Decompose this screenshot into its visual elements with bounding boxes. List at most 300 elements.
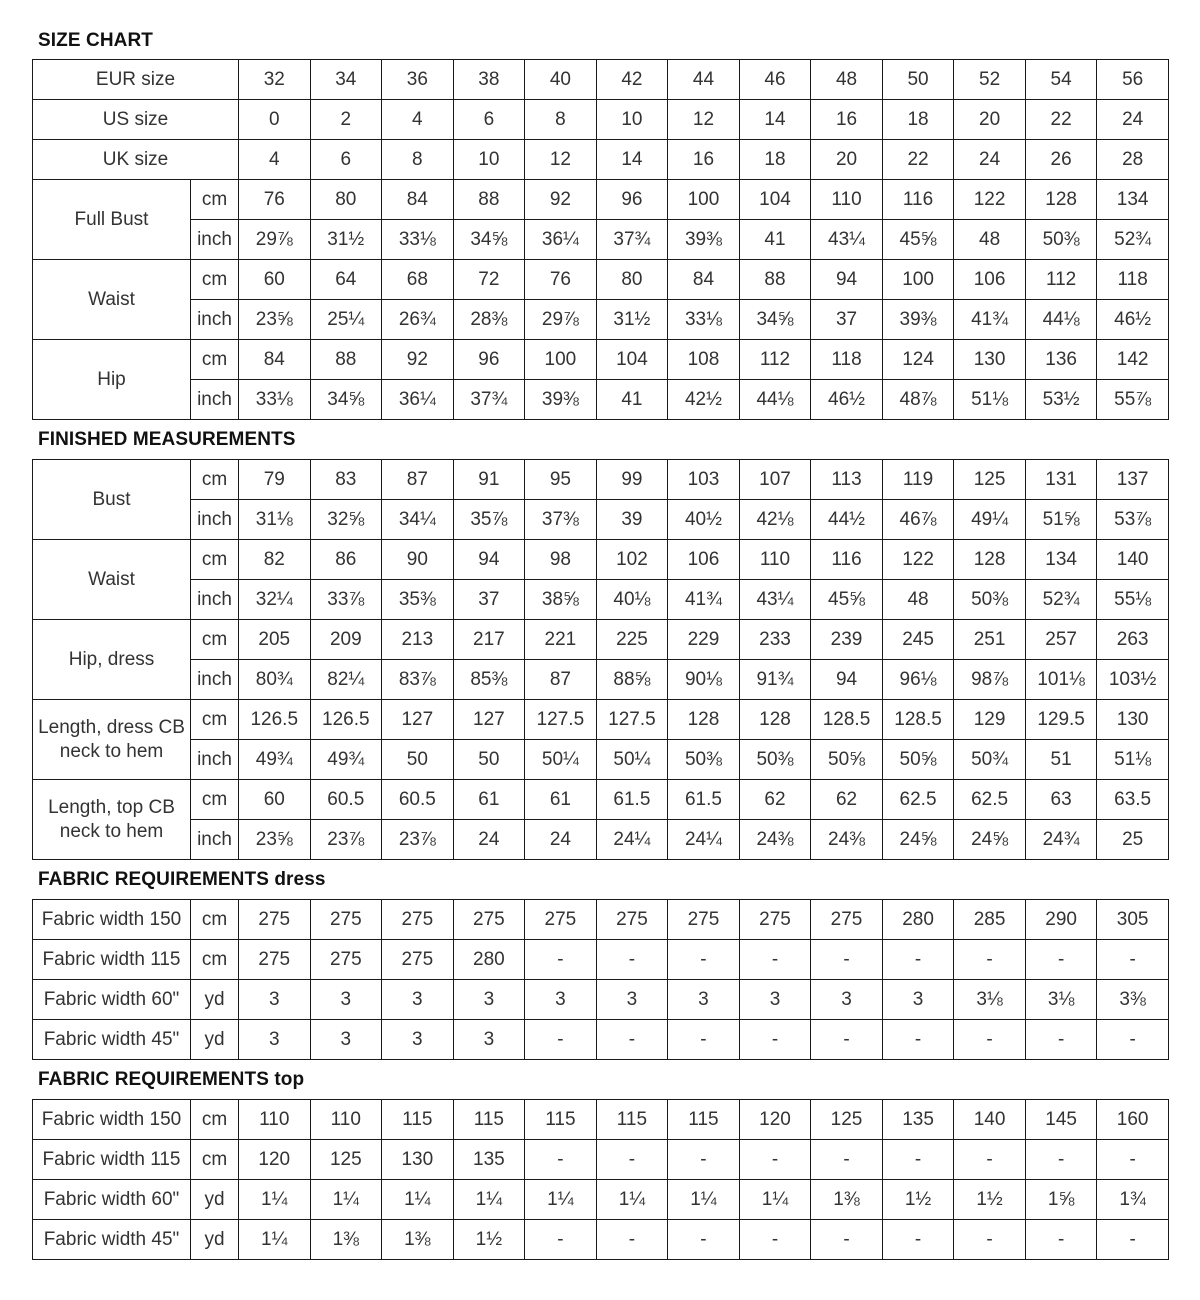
fabric-amount-cell: 275 <box>596 900 668 940</box>
fabric-amount-cell: - <box>525 1020 597 1060</box>
size-value-cell: 4 <box>382 100 454 140</box>
measurement-label: Full Bust <box>33 180 191 260</box>
unit-label: cm <box>191 900 239 940</box>
size-value-cell: 50 <box>882 60 954 100</box>
fabric-amount-cell: 305 <box>1097 900 1169 940</box>
measurement-cell: 33⅛ <box>382 220 454 260</box>
measurement-cell: 118 <box>1097 260 1169 300</box>
measurement-label: Waist <box>33 260 191 340</box>
finished-cell: 46⅞ <box>882 500 954 540</box>
measurement-cell: 112 <box>1025 260 1097 300</box>
finished-cell: 113 <box>811 460 883 500</box>
size-value-cell: 46 <box>739 60 811 100</box>
finished-cell: 87 <box>525 660 597 700</box>
measurement-cell: 34⅝ <box>310 380 382 420</box>
measurement-cell: 88 <box>310 340 382 380</box>
finished-cell: 40⅛ <box>596 580 668 620</box>
measurement-row <box>33 380 1169 420</box>
fabric-amount-cell: 1¼ <box>668 1180 740 1220</box>
finished-cell: 35⅞ <box>453 500 525 540</box>
fabric-amount-cell: - <box>811 1140 883 1180</box>
measurement-cell: 92 <box>525 180 597 220</box>
measurement-cell: 43¼ <box>811 220 883 260</box>
finished-row <box>33 820 1169 860</box>
unit-label: inch <box>191 380 239 420</box>
finished-cell: 63 <box>1025 780 1097 820</box>
finished-cell: 217 <box>453 620 525 660</box>
finished-row <box>33 460 1169 500</box>
fabric-amount-cell: - <box>739 940 811 980</box>
unit-label: inch <box>191 740 239 780</box>
finished-cell: 49¼ <box>954 500 1026 540</box>
measurement-cell: 118 <box>811 340 883 380</box>
fabric-amount-cell: 130 <box>382 1140 454 1180</box>
finished-cell: 130 <box>1097 700 1169 740</box>
size-value-cell: 56 <box>1097 60 1169 100</box>
measurement-cell: 39⅜ <box>525 380 597 420</box>
fabric-amount-cell: 3 <box>310 980 382 1020</box>
fabric-amount-cell: - <box>1025 940 1097 980</box>
finished-cell: 90⅛ <box>668 660 740 700</box>
fabric-amount-cell: 275 <box>382 940 454 980</box>
fabric-row <box>33 1020 1169 1060</box>
fabric-amount-cell: 3 <box>882 980 954 1020</box>
size-value-cell: 2 <box>310 100 382 140</box>
finished-cell: 24¾ <box>1025 820 1097 860</box>
unit-label: cm <box>191 260 239 300</box>
finished-cell: 34¼ <box>382 500 454 540</box>
fabric-amount-cell: - <box>1097 940 1169 980</box>
finished-cell: 51 <box>1025 740 1097 780</box>
measurement-cell: 41 <box>739 220 811 260</box>
fabric-amount-cell: 275 <box>310 940 382 980</box>
finished-cell: 134 <box>1025 540 1097 580</box>
finished-cell: 101⅛ <box>1025 660 1097 700</box>
finished-cell: 128 <box>954 540 1026 580</box>
measurement-cell: 76 <box>239 180 311 220</box>
size-value-cell: 24 <box>1097 100 1169 140</box>
size-system-label: EUR size <box>33 60 239 100</box>
fabric-amount-cell: 1⅜ <box>310 1220 382 1260</box>
finished-cell: 257 <box>1025 620 1097 660</box>
fabric-amount-cell: - <box>596 1020 668 1060</box>
fabric-amount-cell: 120 <box>239 1140 311 1180</box>
fabric-amount-cell: - <box>596 1140 668 1180</box>
finished-cell: 38⅝ <box>525 580 597 620</box>
finished-cell: 229 <box>668 620 740 660</box>
fabric-amount-cell: 115 <box>668 1100 740 1140</box>
finished-cell: 23⅞ <box>382 820 454 860</box>
finished-cell: 239 <box>811 620 883 660</box>
finished-cell: 50⅝ <box>811 740 883 780</box>
fabric-row <box>33 900 1169 940</box>
measurement-cell: 128 <box>1025 180 1097 220</box>
measurement-cell: 36¼ <box>525 220 597 260</box>
finished-cell: 42⅛ <box>739 500 811 540</box>
fabric-width-label: Fabric width 45" <box>33 1020 191 1060</box>
finished-cell: 83⅞ <box>382 660 454 700</box>
unit-label: cm <box>191 540 239 580</box>
unit-label: inch <box>191 820 239 860</box>
fabric-amount-cell: - <box>954 1020 1026 1060</box>
size-header-row <box>33 100 1169 140</box>
fabric-amount-cell: - <box>1025 1020 1097 1060</box>
measurement-cell: 29⅞ <box>239 220 311 260</box>
finished-cell: 88⅝ <box>596 660 668 700</box>
finished-cell: 82 <box>239 540 311 580</box>
finished-cell: 24⅜ <box>739 820 811 860</box>
unit-label: cm <box>191 1140 239 1180</box>
fabric-amount-cell: 1¼ <box>310 1180 382 1220</box>
fabric-amount-cell: - <box>525 940 597 980</box>
finished-cell: 86 <box>310 540 382 580</box>
fabric-amount-cell: 3 <box>382 1020 454 1060</box>
finished-cell: 50⅜ <box>954 580 1026 620</box>
finished-cell: 31⅛ <box>239 500 311 540</box>
measurement-cell: 88 <box>739 260 811 300</box>
measurement-cell: 92 <box>382 340 454 380</box>
fabric-width-label: Fabric width 115 <box>33 1140 191 1180</box>
finished-cell: 128 <box>668 700 740 740</box>
fabric-amount-cell: 110 <box>239 1100 311 1140</box>
fabric-amount-cell: 3 <box>453 1020 525 1060</box>
finished-cell: 62 <box>811 780 883 820</box>
fabric-amount-cell: 275 <box>239 940 311 980</box>
finished-cell: 94 <box>811 660 883 700</box>
fabric-amount-cell: 3 <box>525 980 597 1020</box>
size-value-cell: 0 <box>239 100 311 140</box>
finished-cell: 50¾ <box>954 740 1026 780</box>
finished-cell: 24¼ <box>668 820 740 860</box>
measurement-row <box>33 300 1169 340</box>
size-value-cell: 10 <box>453 140 525 180</box>
measurement-cell: 29⅞ <box>525 300 597 340</box>
unit-label: yd <box>191 980 239 1020</box>
finished-cell: 50 <box>382 740 454 780</box>
finished-row <box>33 780 1169 820</box>
fabric-amount-cell: - <box>882 1020 954 1060</box>
measurement-cell: 50⅜ <box>1025 220 1097 260</box>
finished-cell: 128.5 <box>882 700 954 740</box>
size-value-cell: 6 <box>310 140 382 180</box>
fabric-amount-cell: 125 <box>811 1100 883 1140</box>
unit-label: inch <box>191 300 239 340</box>
measurement-cell: 37¾ <box>453 380 525 420</box>
finished-cell: 24 <box>525 820 597 860</box>
fabric-amount-cell: 135 <box>453 1140 525 1180</box>
unit-label: yd <box>191 1220 239 1260</box>
finished-cell: 33⅞ <box>310 580 382 620</box>
measurement-cell: 51⅛ <box>954 380 1026 420</box>
finished-cell: 50¼ <box>525 740 597 780</box>
fabric-amount-cell: 290 <box>1025 900 1097 940</box>
fabric-amount-cell: - <box>1025 1220 1097 1260</box>
fabric-amount-cell: - <box>596 1220 668 1260</box>
measurement-cell: 84 <box>239 340 311 380</box>
finished-cell: 95 <box>525 460 597 500</box>
fabric-row <box>33 980 1169 1020</box>
finished-cell: 37⅜ <box>525 500 597 540</box>
fabric-amount-cell: - <box>739 1020 811 1060</box>
size-value-cell: 16 <box>668 140 740 180</box>
fabric-amount-cell: 115 <box>596 1100 668 1140</box>
size-value-cell: 20 <box>811 140 883 180</box>
finished-cell: 116 <box>811 540 883 580</box>
finished-cell: 24 <box>453 820 525 860</box>
measurement-cell: 39⅜ <box>882 300 954 340</box>
finished-cell: 127.5 <box>525 700 597 740</box>
unit-label: cm <box>191 180 239 220</box>
finished-row <box>33 620 1169 660</box>
fabric-requirements-dress-table <box>32 899 1169 1060</box>
finished-cell: 62 <box>739 780 811 820</box>
measurement-cell: 100 <box>882 260 954 300</box>
finished-cell: 94 <box>453 540 525 580</box>
measurement-cell: 80 <box>596 260 668 300</box>
measurement-cell: 41¾ <box>954 300 1026 340</box>
finished-cell: 140 <box>1097 540 1169 580</box>
finished-label: Length, top CB neck to hem <box>33 780 191 860</box>
finished-row <box>33 540 1169 580</box>
finished-cell: 131 <box>1025 460 1097 500</box>
unit-label: inch <box>191 580 239 620</box>
finished-cell: 61.5 <box>596 780 668 820</box>
finished-cell: 83 <box>310 460 382 500</box>
size-value-cell: 48 <box>811 60 883 100</box>
finished-cell: 82¼ <box>310 660 382 700</box>
unit-label: yd <box>191 1020 239 1060</box>
finished-cell: 128 <box>739 700 811 740</box>
fabric-amount-cell: - <box>1097 1020 1169 1060</box>
finished-row <box>33 740 1169 780</box>
fabric-amount-cell: 275 <box>739 900 811 940</box>
unit-label: cm <box>191 620 239 660</box>
size-value-cell: 8 <box>525 100 597 140</box>
size-value-cell: 8 <box>382 140 454 180</box>
finished-label: Bust <box>33 460 191 540</box>
measurement-cell: 96 <box>596 180 668 220</box>
size-value-cell: 18 <box>739 140 811 180</box>
fabric-amount-cell: 1¼ <box>739 1180 811 1220</box>
measurement-cell: 55⅞ <box>1097 380 1169 420</box>
measurement-cell: 94 <box>811 260 883 300</box>
finished-cell: 24⅜ <box>811 820 883 860</box>
fabric-amount-cell: 275 <box>453 900 525 940</box>
size-value-cell: 44 <box>668 60 740 100</box>
fabric-amount-cell: - <box>1025 1140 1097 1180</box>
fabric-amount-cell: 1¼ <box>453 1180 525 1220</box>
fabric-amount-cell: 280 <box>882 900 954 940</box>
fabric-amount-cell: 3 <box>596 980 668 1020</box>
fabric-amount-cell: 280 <box>453 940 525 980</box>
finished-cell: 32¼ <box>239 580 311 620</box>
fabric-amount-cell: 1½ <box>882 1180 954 1220</box>
fabric-amount-cell: 125 <box>310 1140 382 1180</box>
finished-cell: 50⅜ <box>668 740 740 780</box>
finished-cell: 129 <box>954 700 1026 740</box>
finished-cell: 50⅜ <box>739 740 811 780</box>
fabric-row <box>33 1140 1169 1180</box>
finished-cell: 103 <box>668 460 740 500</box>
unit-label: inch <box>191 660 239 700</box>
measurement-cell: 42½ <box>668 380 740 420</box>
fabric-amount-cell: - <box>811 940 883 980</box>
fabric-amount-cell: - <box>668 940 740 980</box>
size-value-cell: 26 <box>1025 140 1097 180</box>
measurement-cell: 33⅛ <box>239 380 311 420</box>
measurement-label: Hip <box>33 340 191 420</box>
finished-cell: 99 <box>596 460 668 500</box>
fabric-amount-cell: - <box>1097 1220 1169 1260</box>
fabric-amount-cell: - <box>954 940 1026 980</box>
fabric-amount-cell: - <box>811 1220 883 1260</box>
size-value-cell: 52 <box>954 60 1026 100</box>
fabric-amount-cell: 1¼ <box>596 1180 668 1220</box>
finished-cell: 127 <box>382 700 454 740</box>
size-chart-table <box>32 59 1169 420</box>
measurement-cell: 100 <box>525 340 597 380</box>
measurement-cell: 34⅝ <box>739 300 811 340</box>
unit-label: cm <box>191 700 239 740</box>
size-header-row <box>33 60 1169 100</box>
size-value-cell: 38 <box>453 60 525 100</box>
finished-cell: 40½ <box>668 500 740 540</box>
measurement-row <box>33 260 1169 300</box>
finished-cell: 23⅞ <box>310 820 382 860</box>
finished-cell: 23⅝ <box>239 820 311 860</box>
size-value-cell: 18 <box>882 100 954 140</box>
measurement-cell: 134 <box>1097 180 1169 220</box>
finished-cell: 24⅝ <box>882 820 954 860</box>
unit-label: cm <box>191 940 239 980</box>
measurement-cell: 142 <box>1097 340 1169 380</box>
fabric-amount-cell: 3 <box>668 980 740 1020</box>
fabric-amount-cell: 1½ <box>954 1180 1026 1220</box>
measurement-cell: 104 <box>739 180 811 220</box>
measurement-cell: 39⅜ <box>668 220 740 260</box>
finished-cell: 51⅝ <box>1025 500 1097 540</box>
unit-label: cm <box>191 460 239 500</box>
measurement-cell: 104 <box>596 340 668 380</box>
fabric-requirements-top-title: FABRIC REQUIREMENTS top <box>38 1069 305 1090</box>
measurement-cell: 44⅛ <box>1025 300 1097 340</box>
measurement-cell: 108 <box>668 340 740 380</box>
size-value-cell: 22 <box>1025 100 1097 140</box>
finished-cell: 221 <box>525 620 597 660</box>
finished-cell: 209 <box>310 620 382 660</box>
measurement-row <box>33 220 1169 260</box>
fabric-amount-cell: 1¼ <box>239 1220 311 1260</box>
measurement-cell: 46½ <box>811 380 883 420</box>
measurement-cell: 124 <box>882 340 954 380</box>
finished-cell: 125 <box>954 460 1026 500</box>
finished-cell: 90 <box>382 540 454 580</box>
size-value-cell: 12 <box>668 100 740 140</box>
finished-cell: 39 <box>596 500 668 540</box>
finished-cell: 61.5 <box>668 780 740 820</box>
finished-cell: 225 <box>596 620 668 660</box>
fabric-amount-cell: 3 <box>239 980 311 1020</box>
fabric-amount-cell: 3⅛ <box>1025 980 1097 1020</box>
size-value-cell: 42 <box>596 60 668 100</box>
fabric-amount-cell: 275 <box>811 900 883 940</box>
fabric-amount-cell: 135 <box>882 1100 954 1140</box>
fabric-amount-cell: 1¼ <box>525 1180 597 1220</box>
size-value-cell: 24 <box>954 140 1026 180</box>
finished-measurements-title: FINISHED MEASUREMENTS <box>38 429 296 450</box>
finished-cell: 79 <box>239 460 311 500</box>
unit-label: cm <box>191 340 239 380</box>
finished-cell: 61 <box>453 780 525 820</box>
finished-cell: 45⅝ <box>811 580 883 620</box>
finished-cell: 50 <box>453 740 525 780</box>
measurement-cell: 130 <box>954 340 1026 380</box>
finished-cell: 44½ <box>811 500 883 540</box>
measurement-cell: 34⅝ <box>453 220 525 260</box>
size-value-cell: 20 <box>954 100 1026 140</box>
measurement-cell: 76 <box>525 260 597 300</box>
fabric-amount-cell: - <box>668 1140 740 1180</box>
finished-cell: 61 <box>525 780 597 820</box>
measurement-cell: 45⅝ <box>882 220 954 260</box>
finished-cell: 51⅛ <box>1097 740 1169 780</box>
measurement-cell: 48 <box>954 220 1026 260</box>
size-chart-title: SIZE CHART <box>38 30 153 51</box>
fabric-row <box>33 1100 1169 1140</box>
finished-cell: 49¾ <box>310 740 382 780</box>
fabric-width-label: Fabric width 60" <box>33 980 191 1020</box>
fabric-requirements-top-table <box>32 1099 1169 1260</box>
fabric-amount-cell: 115 <box>382 1100 454 1140</box>
fabric-amount-cell: 3 <box>739 980 811 1020</box>
fabric-amount-cell: 145 <box>1025 1100 1097 1140</box>
measurement-cell: 31½ <box>596 300 668 340</box>
fabric-amount-cell: 3 <box>811 980 883 1020</box>
measurement-cell: 36¼ <box>382 380 454 420</box>
measurement-cell: 41 <box>596 380 668 420</box>
finished-cell: 91 <box>453 460 525 500</box>
finished-measurements-table <box>32 459 1169 860</box>
finished-cell: 129.5 <box>1025 700 1097 740</box>
fabric-amount-cell: 3⅛ <box>954 980 1026 1020</box>
size-system-label: US size <box>33 100 239 140</box>
finished-cell: 245 <box>882 620 954 660</box>
finished-cell: 127 <box>453 700 525 740</box>
fabric-amount-cell: - <box>1097 1140 1169 1180</box>
finished-cell: 48 <box>882 580 954 620</box>
fabric-amount-cell: 3 <box>310 1020 382 1060</box>
finished-cell: 50¼ <box>596 740 668 780</box>
finished-cell: 53⅞ <box>1097 500 1169 540</box>
fabric-amount-cell: - <box>596 940 668 980</box>
fabric-amount-cell: - <box>739 1140 811 1180</box>
finished-cell: 32⅝ <box>310 500 382 540</box>
fabric-amount-cell: 1⅜ <box>811 1180 883 1220</box>
measurement-cell: 52¾ <box>1097 220 1169 260</box>
size-value-cell: 14 <box>596 140 668 180</box>
finished-cell: 62.5 <box>954 780 1026 820</box>
unit-label: cm <box>191 780 239 820</box>
size-value-cell: 16 <box>811 100 883 140</box>
finished-cell: 87 <box>382 460 454 500</box>
fabric-amount-cell: 1½ <box>453 1220 525 1260</box>
measurement-cell: 84 <box>382 180 454 220</box>
finished-cell: 80¾ <box>239 660 311 700</box>
finished-cell: 60.5 <box>310 780 382 820</box>
measurement-cell: 23⅝ <box>239 300 311 340</box>
finished-cell: 126.5 <box>239 700 311 740</box>
measurement-cell: 37 <box>811 300 883 340</box>
